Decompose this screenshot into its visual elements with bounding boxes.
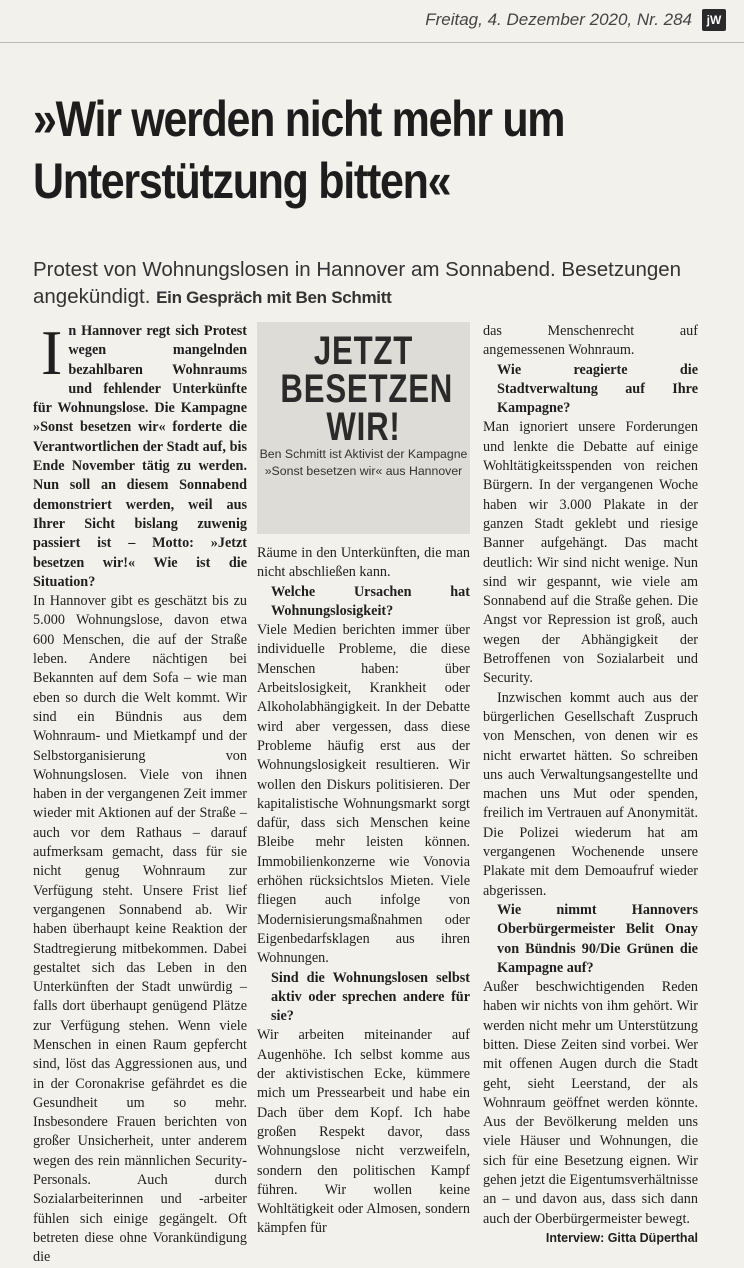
infobox (257, 322, 470, 534)
answer-2: Viele Medien berichten immer über individuelle Probleme, die diese Menschen haben: über Arbeitslosigkeit, Krankheit oder Alkoholabhängigkeit. In der Debatte wird aber vergessen, dass diese Probleme häufig erst aus der Wohnungslosigkeit resultieren. Wir wollen den Diskurs politisieren. Der kapitalistische Wohnungsmarkt sorgt dafür, dass sich Menschen keine Bleibe mehr leisten können. Immobilienkonzerne wie Vonovia erhöhen rücksichtslos Mieten. Viele fliegen auch infolge von Modernisierungsmaßnahmen oder Eigenbedarfsklagen aus ihren Wohnungen. (257, 622, 470, 967)
question-4: Wie reagierte die Stadtverwaltung auf Ihre Kampagne? (497, 361, 698, 417)
answer-4: Man ignoriert unsere Forderungen und lenkte die Debatte auf einige Wohltätigkeitsspenden von reichen Bürgern. In der vergangenen Woche haben wir 3.000 Plakate in der ganzen Stadt geklebt und riesige Banner aufgehängt. Das macht deutlich: Wir sind nicht wenige. Nun sind wir gespannt, wie viele am Sonnabend auf die Straße gehen. Die Angst vor Repression ist groß, auch wegen der Abhängigkeit der Betroffenen von Sozialarbeit und Security. (483, 419, 698, 687)
headline: »Wir werden nicht mehr um Unterstützung bitten« (33, 91, 565, 209)
column-1 (33, 317, 247, 1268)
question-3: Sind die Wohnungslosen selbst aktiv oder sprechen andere für sie? (271, 969, 470, 1025)
answer-5: Außer beschwichtigenden Reden haben wir nichts von ihm gehört. Wir werden nicht mehr um Unterstützung bitten. Diese Zeiten sind vorbei. Wer mit offenen Augen durch die Stadt geht, sieht Leerstand, der als Wohnraum geöffnet werden könnte. Aus der Bevölkerung melden uns viele Häuser und Wohnungen, die sich für eine Besetzung eignen. Wir gehen jetzt die Eigentumsverhältnisse an – und davon aus, dass sich dann auch der Oberbürgermeister bewegt. (483, 979, 698, 1227)
answer-3-continued: das Menschenrecht auf angemessenen Wohnraum. (483, 323, 698, 359)
dateline: Freitag, 4. Dezember 2020, Nr. 284 (425, 10, 692, 29)
page-header (0, 0, 744, 43)
slogan-line-3: WIR! (326, 405, 401, 449)
intro-question (33, 317, 247, 592)
column-2 (257, 322, 470, 1239)
question-5: Wie nimmt Hannovers Oberbürgermeister Belit Onay von Bündnis 90/Die Grünen die Kampagne auf? (497, 901, 698, 976)
interview-credit: Interview: Gitta Düperthal (545, 1230, 698, 1245)
answer-4-part-2: Inzwischen kommt auch aus der bürgerlichen Gesellschaft Zuspruch von Menschen, von denen wir es nicht erwartet hätten. So schreiben uns auch Verwaltungsangestellte und machen uns Mut oder spenden, freilich im Vertrauen auf Anonymität. Die Polizei wiederum hat am vergangenen Wochenende unsere Plakate mit dem Demoaufruf wieder abgerissen. (483, 689, 698, 899)
newspaper-logo: jW (702, 9, 726, 31)
byline: Ein Gespräch mit Ben Schmitt (156, 288, 392, 307)
subhead (33, 256, 723, 311)
slogan-line-1: JETZT (313, 329, 414, 373)
answer-3: Wir arbeiten miteinander auf Augenhöhe. Ich selbst komme aus der aktivistischen Ecke, kümmere mich um Pressearbeit und habe ein Dach über dem Kopf. Ich habe großen Respekt davor, dass Wohnungslose nicht verzweifeln, sondern den politischen Kampf führen. Wir wollen keine Wohltätigkeit oder Almosen, sondern kämpfen für (257, 1027, 470, 1237)
dropcap: I (41, 317, 63, 388)
answer-1-continued: Räume in den Unterkünften, die man nicht abschließen kann. (257, 545, 470, 581)
answer-1: In Hannover gibt es geschätzt bis zu 5.000 Wohnungslose, davon etwa 600 Menschen, die auf der Straße leben. Andere nächtigen bei Bekannten auf dem Sofa – wie man eben so durch die Welt kommt. Wir sind ein Bündnis aus dem Wohnraum- und Mietkampf und der Selbstorganisierung von Wohnungslosen. Viele von ihnen haben in der vergangenen Zeit immer wieder mit Aktionen auf der Straße – auch vor dem Rathaus – darauf aufmerksam gemacht, dass für sie nicht genug Wohnraum zur Verfügung steht. Unsere Frist lief vergangenen Sonnabend ab. Wir haben überhaupt keine Reaktion der Stadtregierung mitbekommen. Dabei gestaltet sich das Leben in den Unterkünften der Stadt unwürdig – falls dort überhaupt genügend Plätze zur Verfügung stehen. Wenn viele Menschen in einen Raum gepfercht sind, löst das Aggressionen aus, und in der Coronakrise gefährdet es die Gesundheit um so mehr. Insbesondere Frauen berichten von großer Unsicherheit, unter anderem wegen des rein männlichen Security-Personals. Auch durch Sozialarbeiterinnen und -arbeiter fühlen sich einige gegängelt. Oft betreten diese ohne Vorankündigung die (33, 593, 247, 1266)
subhead-text: Protest von Wohnungslosen in Hannover am Sonnabend. Besetzungen angekündigt. (33, 258, 682, 308)
intro-text: n Hannover regt sich Protest wegen mangelnden bezahlbaren Wohnraums und fehlender Unterkünfte für Wohnungslose. Die Kampagne »Sonst besetzen wir« forderte die Verantwortlichen der Stadt auf, bis Ende November tätig zu werden. Nun soll an diesem Sonnabend demonstriert werden, weil aus Ihrer Sicht bislang zuwenig passiert ist – Motto: »Jetzt besetzen wir!« Wie ist die Situation? (33, 323, 247, 590)
infobox-caption: Ben Schmitt ist Aktivist der Kampagne »Sonst besetzen wir« aus Hannover (259, 447, 468, 478)
question-2: Welche Ursachen hat Wohnungslosigkeit? (271, 583, 470, 619)
column-3 (483, 322, 698, 1248)
slogan-line-2: BESETZEN (280, 367, 454, 411)
